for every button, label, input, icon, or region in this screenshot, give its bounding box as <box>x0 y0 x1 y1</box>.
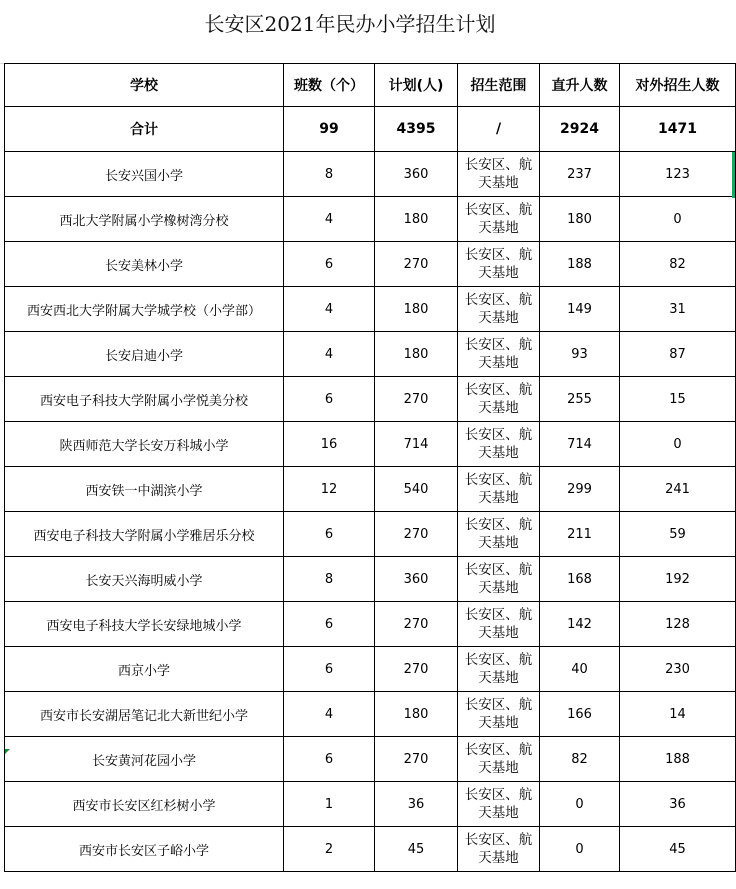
table-row <box>5 647 736 692</box>
cell-school[interactable]: 西安西北大学附属大学城学校（小学部） <box>5 287 284 332</box>
cell-external[interactable]: 230 <box>620 647 736 692</box>
cell-classes[interactable]: 4 <box>284 287 375 332</box>
cell-range[interactable]: 长安区、航天基地 <box>458 737 540 782</box>
cell-classes[interactable]: 6 <box>284 242 375 287</box>
header-row <box>5 64 736 107</box>
cell-external[interactable]: 128 <box>620 602 736 647</box>
cell-range[interactable]: 长安区、航天基地 <box>458 152 540 197</box>
cell-range[interactable]: 长安区、航天基地 <box>458 782 540 827</box>
cell-plan[interactable]: 270 <box>375 737 458 782</box>
cell-external[interactable]: 45 <box>620 827 736 872</box>
cell-school[interactable]: 西安电子科技大学附属小学悦美分校 <box>5 377 284 422</box>
cell-plan[interactable]: 180 <box>375 692 458 737</box>
page-title: 长安区2021年民办小学招生计划 <box>204 12 496 36</box>
cell-external[interactable]: 36 <box>620 782 736 827</box>
cell-plan[interactable]: 180 <box>375 287 458 332</box>
cell-plan[interactable]: 45 <box>375 827 458 872</box>
cell-external[interactable]: 123 <box>620 152 736 197</box>
cell-direct[interactable]: 40 <box>540 647 620 692</box>
cell-school[interactable]: 陕西师范大学长安万科城小学 <box>5 422 284 467</box>
cell-direct[interactable]: 714 <box>540 422 620 467</box>
header-school[interactable]: 学校 <box>5 64 284 107</box>
cell-classes[interactable]: 6 <box>284 377 375 422</box>
cell-plan[interactable]: 270 <box>375 512 458 557</box>
cell-direct[interactable]: 142 <box>540 602 620 647</box>
cell-direct[interactable]: 0 <box>540 827 620 872</box>
cell-range[interactable]: 长安区、航天基地 <box>458 287 540 332</box>
cell-external[interactable]: 82 <box>620 242 736 287</box>
cell-range[interactable]: 长安区、航天基地 <box>458 332 540 377</box>
total-classes[interactable]: 99 <box>284 107 375 152</box>
cell-plan[interactable]: 36 <box>375 782 458 827</box>
cell-plan[interactable]: 270 <box>375 647 458 692</box>
table-row <box>5 467 736 512</box>
cell-comment-indicator-icon <box>5 749 10 754</box>
cell-direct[interactable]: 168 <box>540 557 620 602</box>
header-external[interactable]: 对外招生人数 <box>620 64 736 107</box>
cell-range[interactable]: 长安区、航天基地 <box>458 422 540 467</box>
total-range[interactable]: / <box>458 107 540 152</box>
table-row <box>5 197 736 242</box>
cell-classes[interactable]: 6 <box>284 737 375 782</box>
cell-classes[interactable]: 6 <box>284 647 375 692</box>
cell-school[interactable]: 西安电子科技大学长安绿地城小学 <box>5 602 284 647</box>
cell-classes[interactable]: 8 <box>284 557 375 602</box>
cell-classes[interactable]: 8 <box>284 152 375 197</box>
table-row <box>5 287 736 332</box>
cell-direct[interactable]: 93 <box>540 332 620 377</box>
cell-direct[interactable]: 211 <box>540 512 620 557</box>
cell-direct[interactable]: 237 <box>540 152 620 197</box>
total-row <box>5 107 736 152</box>
cell-external[interactable]: 14 <box>620 692 736 737</box>
header-range[interactable]: 招生范围 <box>458 64 540 107</box>
table-row <box>5 827 736 872</box>
cell-school[interactable]: 西京小学 <box>5 647 284 692</box>
cell-external[interactable]: 0 <box>620 197 736 242</box>
cell-school[interactable]: 长安黄河花园小学 <box>5 737 284 782</box>
cell-school[interactable]: 西安市长安区红杉树小学 <box>5 782 284 827</box>
header-plan[interactable]: 计划(人) <box>375 64 458 107</box>
table-row <box>5 737 736 782</box>
table-row <box>5 602 736 647</box>
cell-school[interactable]: 长安启迪小学 <box>5 332 284 377</box>
total-external[interactable]: 1471 <box>620 107 736 152</box>
cell-school[interactable]: 西安市长安区子峪小学 <box>5 827 284 872</box>
table-row <box>5 512 736 557</box>
table-row <box>5 692 736 737</box>
cell-range[interactable]: 长安区、航天基地 <box>458 197 540 242</box>
cell-direct[interactable]: 0 <box>540 782 620 827</box>
cell-classes[interactable]: 4 <box>284 692 375 737</box>
cell-classes[interactable]: 2 <box>284 827 375 872</box>
cell-direct[interactable]: 255 <box>540 377 620 422</box>
table-row <box>5 152 736 197</box>
cell-classes[interactable]: 6 <box>284 602 375 647</box>
cell-classes[interactable]: 4 <box>284 332 375 377</box>
cell-plan[interactable]: 180 <box>375 197 458 242</box>
selection-edge-marker <box>732 152 735 198</box>
cell-range[interactable]: 长安区、航天基地 <box>458 512 540 557</box>
cell-range[interactable]: 长安区、航天基地 <box>458 467 540 512</box>
cell-range[interactable]: 长安区、航天基地 <box>458 647 540 692</box>
cell-external[interactable]: 241 <box>620 467 736 512</box>
header-direct[interactable]: 直升人数 <box>540 64 620 107</box>
cell-classes[interactable]: 16 <box>284 422 375 467</box>
cell-school[interactable]: 西北大学附属小学橡树湾分校 <box>5 197 284 242</box>
cell-external[interactable]: 87 <box>620 332 736 377</box>
table-row <box>5 377 736 422</box>
cell-direct[interactable]: 180 <box>540 197 620 242</box>
table-row <box>5 557 736 602</box>
total-direct[interactable]: 2924 <box>540 107 620 152</box>
cell-school[interactable]: 西安市长安湖居笔记北大新世纪小学 <box>5 692 284 737</box>
cell-plan[interactable]: 360 <box>375 557 458 602</box>
cell-school[interactable]: 长安天兴海明威小学 <box>5 557 284 602</box>
total-label[interactable]: 合计 <box>5 107 284 152</box>
cell-range[interactable]: 长安区、航天基地 <box>458 827 540 872</box>
cell-plan[interactable]: 360 <box>375 152 458 197</box>
cell-direct[interactable]: 82 <box>540 737 620 782</box>
cell-external[interactable]: 188 <box>620 737 736 782</box>
cell-school[interactable]: 西安铁一中湖滨小学 <box>5 467 284 512</box>
cell-range[interactable]: 长安区、航天基地 <box>458 242 540 287</box>
cell-direct[interactable]: 188 <box>540 242 620 287</box>
cell-classes[interactable]: 6 <box>284 512 375 557</box>
enrollment-table <box>4 63 736 872</box>
cell-plan[interactable]: 540 <box>375 467 458 512</box>
table-row <box>5 422 736 467</box>
cell-direct[interactable]: 299 <box>540 467 620 512</box>
cell-classes[interactable]: 12 <box>284 467 375 512</box>
cell-external[interactable]: 31 <box>620 287 736 332</box>
cell-plan[interactable]: 180 <box>375 332 458 377</box>
cell-external[interactable]: 59 <box>620 512 736 557</box>
cell-external[interactable]: 192 <box>620 557 736 602</box>
table-row <box>5 332 736 377</box>
cell-external[interactable]: 0 <box>620 422 736 467</box>
cell-direct[interactable]: 149 <box>540 287 620 332</box>
cell-plan[interactable]: 270 <box>375 242 458 287</box>
cell-classes[interactable]: 4 <box>284 197 375 242</box>
cell-direct[interactable]: 166 <box>540 692 620 737</box>
cell-classes[interactable]: 1 <box>284 782 375 827</box>
cell-plan[interactable]: 270 <box>375 602 458 647</box>
cell-plan[interactable]: 270 <box>375 377 458 422</box>
cell-range[interactable]: 长安区、航天基地 <box>458 602 540 647</box>
header-classes[interactable]: 班数（个） <box>284 64 375 107</box>
cell-external[interactable]: 15 <box>620 377 736 422</box>
cell-range[interactable]: 长安区、航天基地 <box>458 557 540 602</box>
cell-school[interactable]: 长安美林小学 <box>5 242 284 287</box>
cell-school[interactable]: 西安电子科技大学附属小学雅居乐分校 <box>5 512 284 557</box>
cell-range[interactable]: 长安区、航天基地 <box>458 692 540 737</box>
total-plan[interactable]: 4395 <box>375 107 458 152</box>
cell-school[interactable]: 长安兴国小学 <box>5 152 284 197</box>
table-row <box>5 242 736 287</box>
table-row <box>5 782 736 827</box>
cell-plan[interactable]: 714 <box>375 422 458 467</box>
cell-range[interactable]: 长安区、航天基地 <box>458 377 540 422</box>
